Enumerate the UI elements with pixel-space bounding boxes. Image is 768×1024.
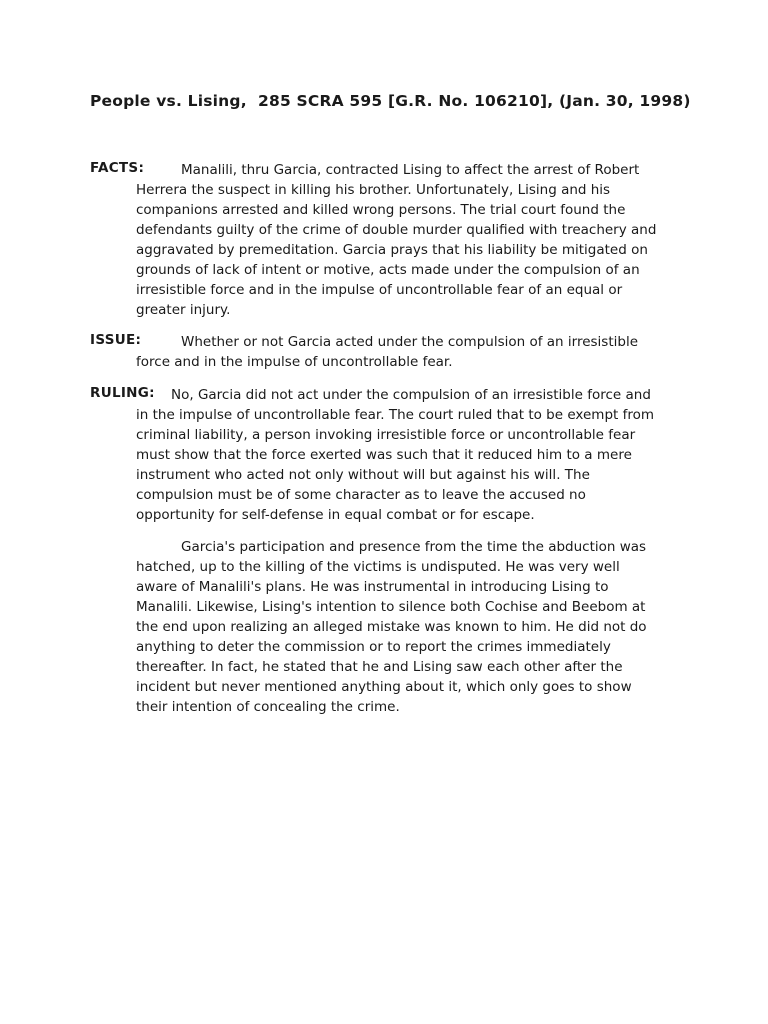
text-line: No, Garcia did not act under the compulsion of an irresistible force and — [171, 387, 651, 403]
ruling-text — [136, 385, 696, 525]
text-line: force and in the impulse of uncontrollable fear. — [136, 354, 453, 370]
text-line: Garcia's participation and presence from the time the abduction was — [181, 539, 647, 555]
text-line: thereafter. In fact, he stated that he and Lising saw each other after the — [136, 659, 623, 675]
text-line: opportunity for self-defense in equal combat or for escape. — [136, 507, 535, 523]
text-line: irresistible force and in the impulse of uncontrollable fear of an equal or — [136, 282, 623, 298]
case-title: People vs. Lising, 285 SCRA 595 [G.R. No. 106210], (Jan. 30, 1998) — [90, 92, 691, 110]
text-line: aware of Manalili's plans. He was instrumental in introducing Lising to — [136, 579, 609, 595]
text-line: Whether or not Garcia acted under the compulsion of an irresistible — [181, 334, 638, 350]
text-line: Manalili. Likewise, Lising's intention to silence both Cochise and Beebom at — [136, 599, 646, 615]
text-line: instrument who acted not only without will but against his will. The — [136, 467, 590, 483]
text-line: in the impulse of uncontrollable fear. The court ruled that to be exempt from — [136, 407, 655, 423]
issue-label: ISSUE: — [90, 332, 142, 348]
text-line: compulsion must be of some character as to leave the accused no — [136, 487, 586, 503]
text-line: the end upon realizing an alleged mistake was known to him. He did not do — [136, 619, 647, 635]
text-line: companions arrested and killed wrong persons. The trial court found the — [136, 202, 626, 218]
facts-text — [136, 160, 696, 320]
text-line: aggravated by premeditation. Garcia prays that his liability be mitigated on — [136, 242, 648, 258]
text-line: hatched, up to the killing of the victims is undisputed. He was very well — [136, 559, 620, 575]
text-line: incident but never mentioned anything about it, which only goes to show — [136, 679, 632, 695]
issue-text — [136, 332, 696, 372]
ruling-paragraph-2 — [136, 537, 696, 717]
text-line: greater injury. — [136, 302, 231, 318]
ruling-label: RULING: — [90, 385, 155, 401]
text-line: anything to deter the commission or to report the crimes immediately — [136, 639, 611, 655]
text-line: must show that the force exerted was such that it reduced him to a mere — [136, 447, 632, 463]
text-line: their intention of concealing the crime. — [136, 699, 400, 715]
facts-label: FACTS: — [90, 160, 145, 176]
text-line: grounds of lack of intent or motive, acts made under the compulsion of an — [136, 262, 640, 278]
text-line: Herrera the suspect in killing his brother. Unfortunately, Lising and his — [136, 182, 611, 198]
text-line: defendants guilty of the crime of double murder qualified with treachery and — [136, 222, 657, 238]
text-line: Manalili, thru Garcia, contracted Lising to affect the arrest of Robert — [181, 162, 640, 178]
text-line: criminal liability, a person invoking irresistible force or uncontrollable fear — [136, 427, 636, 443]
